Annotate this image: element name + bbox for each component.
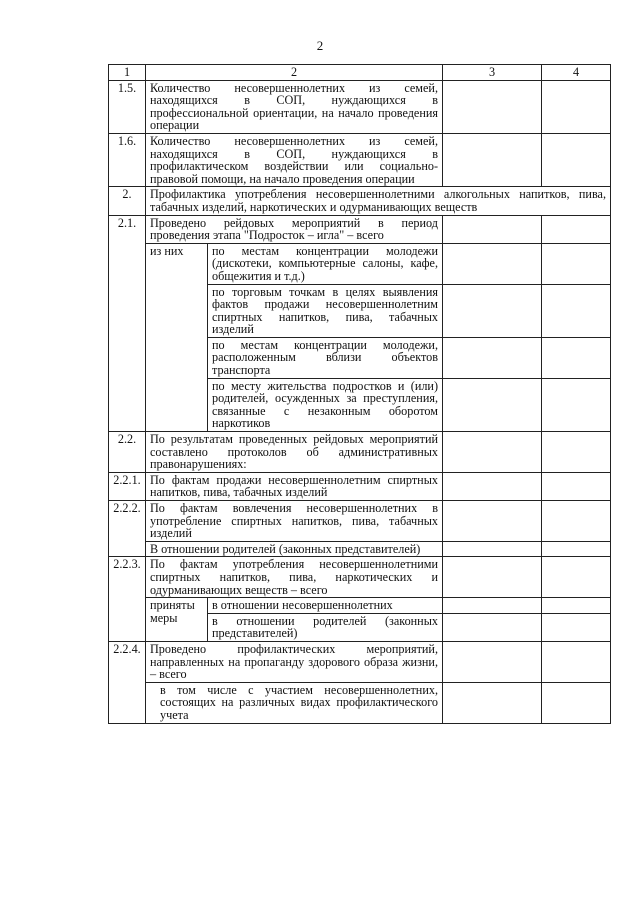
table-row [109,501,611,542]
table-row [109,682,611,723]
table-row-section [109,187,611,215]
sub-label: из них [146,243,208,431]
table-row [109,215,611,243]
row-text: По фактам вовлечения несовершеннолетних в употребление спиртных напитков, пива, табачных изделий [146,501,443,542]
value-cell [542,80,611,133]
row-number: 2.1. [109,215,146,432]
sub-row-text: по месту жительства подростков и (или) родителей, осужденных за преступления, связанные с незаконным оборотом наркотиков [208,378,443,431]
row-number: 2.2.3. [109,557,146,642]
row-text: Количество несовершеннолетних из семей, находящихся в СОП, нуждающихся в профилактическом воздействии или социально-правовой помощи, на начало проведения операции [146,133,443,186]
value-cell [443,557,542,598]
table-row [109,432,611,473]
value-cell [443,215,542,243]
value-cell [443,432,542,473]
row-number: 1.5. [109,80,146,133]
value-cell [542,432,611,473]
row-text: Количество несовершеннолетних из семей, находящихся в СОП, нуждающихся в профессиональной ориентации, на начало проведения операции [146,80,443,133]
sub-row-text: В отношении родителей (законных представителей) [146,541,443,557]
value-cell [443,613,542,641]
value-cell [443,472,542,500]
sub-row-text: в том числе с участием несовершеннолетних, состоящих на различных видах профилактического учета [146,682,443,723]
value-cell [542,501,611,542]
value-cell [443,243,542,284]
value-cell [443,541,542,557]
sub-row-text: по торговым точкам в целях выявления фактов продажи несовершеннолетним спиртных напитков, пива, табачных изделий [208,284,443,337]
value-cell [542,215,611,243]
header-col-3: 3 [443,65,542,81]
value-cell [542,243,611,284]
value-cell [542,641,611,682]
row-number: 2.2. [109,432,146,473]
sub-row-text: в отношении родителей (законных представителей) [208,613,443,641]
value-cell [542,472,611,500]
table-row [109,598,611,614]
value-cell [443,501,542,542]
row-text: По результатам проведенных рейдовых мероприятий составлено протоколов об административных правонарушениях: [146,432,443,473]
value-cell [443,133,542,186]
row-text: Проведено рейдовых мероприятий в период проведения этапа "Подросток – игла" – всего [146,215,443,243]
table-row [109,541,611,557]
header-col-4: 4 [542,65,611,81]
table-row [109,557,611,598]
value-cell [542,682,611,723]
row-number: 2. [109,187,146,215]
row-number: 2.2.2. [109,501,146,557]
table-header-row [109,65,611,81]
table-row [109,472,611,500]
header-col-1: 1 [109,65,146,81]
value-cell [542,541,611,557]
value-cell [443,682,542,723]
header-col-2: 2 [146,65,443,81]
value-cell [443,80,542,133]
row-number: 1.6. [109,133,146,186]
sub-row-text: по местам концентрации молодежи, расположенным вблизи объектов транспорта [208,337,443,378]
report-table [108,64,611,724]
page-number: 2 [316,38,324,53]
value-cell [443,598,542,614]
row-text: По фактам употребления несовершеннолетними спиртных напитков, пива, наркотических и одурманивающих веществ – всего [146,557,443,598]
value-cell [443,284,542,337]
row-text: По фактам продажи несовершеннолетним спиртных напитков, пива, табачных изделий [146,472,443,500]
value-cell [542,613,611,641]
value-cell [542,133,611,186]
row-number: 2.2.4. [109,641,146,723]
table-row [109,133,611,186]
value-cell [542,337,611,378]
value-cell [542,557,611,598]
value-cell [443,378,542,431]
sub-row-text: по местам концентрации молодежи (дискотеки, компьютерные салоны, кафе, общежития и т.д.) [208,243,443,284]
value-cell [542,284,611,337]
row-number: 2.2.1. [109,472,146,500]
table-row [109,641,611,682]
value-cell [542,598,611,614]
row-text: Проведено профилактических мероприятий, направленных на пропаганду здорового образа жизни, – всего [146,641,443,682]
section-heading: Профилактика употребления несовершеннолетними алкогольных напитков, пива, табачных изделий, наркотических и одурманивающих веществ [146,187,611,215]
table-row [109,80,611,133]
value-cell [443,641,542,682]
sub-row-text: в отношении несовершеннолетних [208,598,443,614]
table-row [109,243,611,284]
value-cell [443,337,542,378]
value-cell [542,378,611,431]
sub-label: приняты меры [146,598,208,642]
